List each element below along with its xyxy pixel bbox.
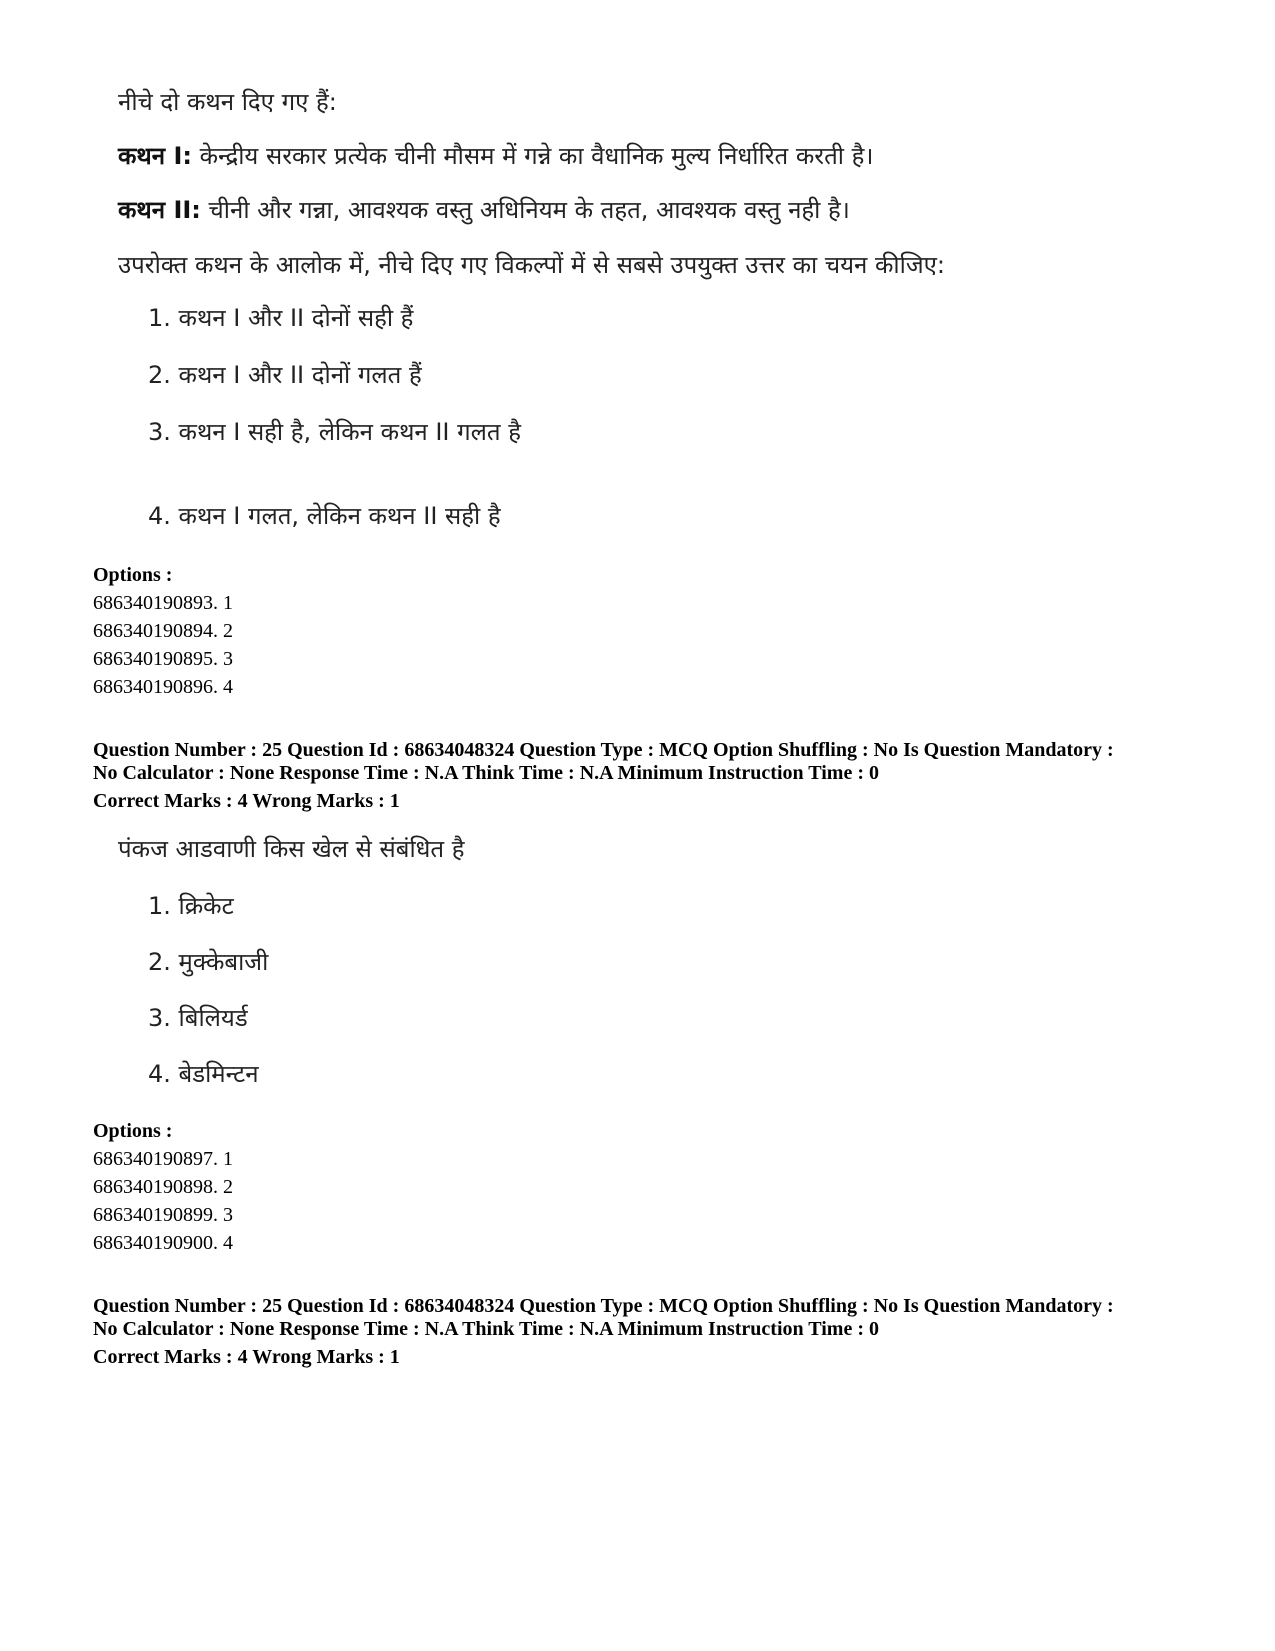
q1-option-id-1: 686340190893. 1 — [93, 592, 233, 614]
q1-instruction: उपरोक्त कथन के आलोक में, नीचे दिए गए विकल्पों में से सबसे उपयुक्त उत्तर का चयन कीजिए: — [118, 251, 945, 279]
q1-option-id-3: 686340190895. 3 — [93, 648, 233, 670]
q1-statement-1 — [118, 141, 873, 171]
q2-option-id-1: 686340190897. 1 — [93, 1148, 233, 1170]
statement-1-text: केन्द्रीय सरकार प्रत्येक चीनी मौसम में गन्ने का वैधानिक मुल्य निर्धारित करती है। — [199, 142, 874, 170]
q2-meta-line-1: Question Number : 25 Question Id : 68634048324 Question Type : MCQ Option Shuffling : No Is Question Mandatory : — [93, 739, 1114, 761]
q2-option-id-3: 686340190899. 3 — [93, 1204, 233, 1226]
q2-meta-line-3: Correct Marks : 4 Wrong Marks : 1 — [93, 790, 400, 812]
q2-meta-line-2: No Calculator : None Response Time : N.A Think Time : N.A Minimum Instruction Time : 0 — [93, 762, 879, 784]
q1-option-id-4: 686340190896. 4 — [93, 676, 233, 698]
q1-choice-4: 4. कथन I गलत, लेकिन कथन II सही है — [148, 502, 501, 530]
q1-option-id-2: 686340190894. 2 — [93, 620, 233, 642]
statement-1-label: कथन I: — [118, 142, 192, 170]
statement-2-text: चीनी और गन्ना, आवश्यक वस्तु अधिनियम के तहत, आवश्यक वस्तु नही है। — [208, 196, 850, 224]
q3-meta-line-1: Question Number : 25 Question Id : 68634048324 Question Type : MCQ Option Shuffling : No Is Question Mandatory : — [93, 1295, 1114, 1317]
q2-choice-4: 4. बेडमिन्टन — [148, 1060, 259, 1088]
statement-2-label: कथन II: — [118, 196, 201, 224]
q3-meta-line-2: No Calculator : None Response Time : N.A Think Time : N.A Minimum Instruction Time : 0 — [93, 1318, 879, 1340]
q2-options-label: Options : — [93, 1120, 173, 1142]
q1-options-label: Options : — [93, 564, 173, 586]
q1-choice-1: 1. कथन I और II दोनों सही हैं — [148, 304, 414, 332]
q1-choice-3: 3. कथन I सही है, लेकिन कथन II गलत है — [148, 418, 521, 446]
q2-choice-2: 2. मुक्केबाजी — [148, 948, 269, 976]
q2-option-id-2: 686340190898. 2 — [93, 1176, 233, 1198]
q3-meta-line-3: Correct Marks : 4 Wrong Marks : 1 — [93, 1346, 400, 1368]
q1-intro: नीचे दो कथन दिए गए हैं: — [118, 88, 337, 116]
q2-option-id-4: 686340190900. 4 — [93, 1232, 233, 1254]
q2-choice-3: 3. बिलियर्ड — [148, 1004, 248, 1032]
q1-statement-2 — [118, 195, 850, 225]
q1-choice-2: 2. कथन I और II दोनों गलत हैं — [148, 361, 422, 389]
q2-choice-1: 1. क्रिकेट — [148, 892, 234, 920]
q2-question: पंकज आडवाणी किस खेल से संबंधित है — [118, 835, 465, 863]
